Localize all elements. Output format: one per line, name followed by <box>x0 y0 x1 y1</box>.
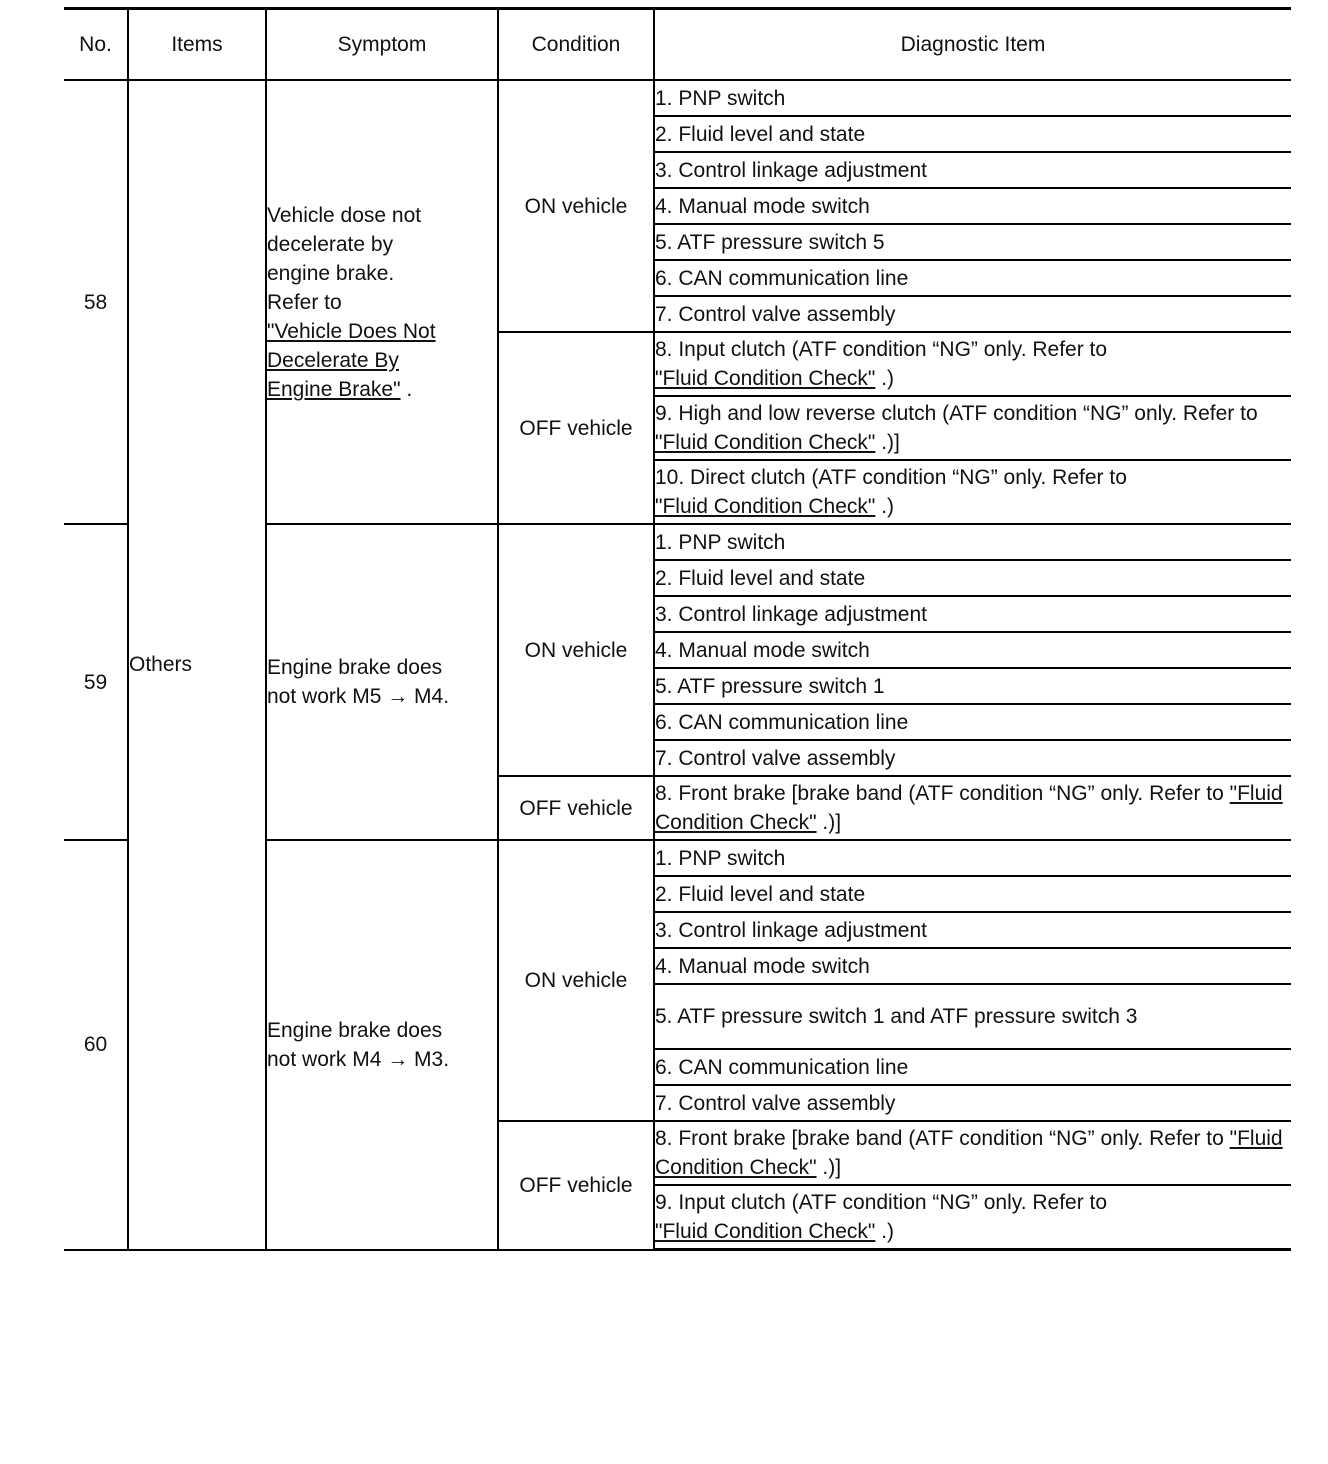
diagnostic-item: 7. Control valve assembly <box>654 1085 1291 1121</box>
header-symptom: Symptom <box>266 9 498 81</box>
diagnostic-item: 2. Fluid level and state <box>654 560 1291 596</box>
items-cell: Others <box>128 80 266 1250</box>
diagnostic-item: 4. Manual mode switch <box>654 188 1291 224</box>
diagnostic-item: 5. ATF pressure switch 1 and ATF pressure switch 3 <box>654 984 1291 1049</box>
symptom-cell <box>266 80 498 524</box>
fluid-condition-link[interactable]: "Fluid Condition Check" <box>655 431 876 454</box>
diagnostic-item: 1. PNP switch <box>654 840 1291 876</box>
symptom-cell <box>266 840 498 1250</box>
symptom-line: engine brake. <box>267 261 395 285</box>
diagnostic-item-text: 8. Front brake [brake band (ATF condition “NG” only. Refer to <box>655 1127 1230 1150</box>
fluid-condition-link[interactable]: "Fluid Condition Check" <box>655 1127 1283 1179</box>
diagnostic-item <box>654 1185 1291 1250</box>
header-condition: Condition <box>498 9 654 81</box>
fluid-condition-link[interactable]: "Fluid Condition Check" <box>655 495 876 518</box>
row-number: 60 <box>64 840 128 1250</box>
diagnostic-item <box>654 1121 1291 1185</box>
diagnostic-item: 7. Control valve assembly <box>654 296 1291 332</box>
diagnostic-item-suffix: .) <box>875 495 895 518</box>
diagnostic-item-suffix: .)] <box>816 1156 842 1179</box>
diagnostic-item: 2. Fluid level and state <box>654 116 1291 152</box>
row-number: 58 <box>64 80 128 524</box>
fluid-condition-link[interactable]: "Fluid Condition Check" <box>655 782 1283 834</box>
diagnostic-item: 5. ATF pressure switch 1 <box>654 668 1291 704</box>
symptom-link[interactable]: Engine Brake" <box>267 377 401 401</box>
symptom-line: decelerate by <box>267 232 394 256</box>
symptom-line: Refer to <box>267 290 342 314</box>
diagnostic-item-text: 8. Input clutch (ATF condition “NG” only. Refer to <box>655 338 1108 361</box>
diagnostic-item: 2. Fluid level and state <box>654 876 1291 912</box>
header-row <box>64 9 1291 81</box>
diagnostic-table <box>64 7 1291 1251</box>
diagnostic-item: 6. CAN communication line <box>654 704 1291 740</box>
diagnostic-item-text: 10. Direct clutch (ATF condition “NG” only. Refer to <box>655 466 1127 489</box>
diagnostic-item-text: 8. Front brake [brake band (ATF condition “NG” only. Refer to <box>655 782 1230 805</box>
fluid-condition-link[interactable]: "Fluid Condition Check" <box>655 367 876 390</box>
diagnostic-item: 4. Manual mode switch <box>654 632 1291 668</box>
diagnostic-item <box>654 396 1291 460</box>
diagnostic-item: 1. PNP switch <box>654 524 1291 560</box>
diagnostic-item-suffix: .) <box>875 367 895 390</box>
diagnostic-item <box>654 460 1291 524</box>
diagnostic-table-page <box>64 7 1291 1251</box>
header-items: Items <box>128 9 266 81</box>
condition-on-vehicle: ON vehicle <box>498 840 654 1121</box>
diagnostic-item: 4. Manual mode switch <box>654 948 1291 984</box>
diagnostic-item-suffix: .)] <box>875 431 900 454</box>
diagnostic-item-text: 9. Input clutch (ATF condition “NG” only. Refer to <box>655 1191 1108 1214</box>
fluid-condition-link[interactable]: "Fluid Condition Check" <box>655 1220 876 1243</box>
table-row <box>64 80 1291 116</box>
symptom-link[interactable]: Decelerate By <box>267 348 399 372</box>
symptom-suffix: . <box>400 377 413 401</box>
diagnostic-item: 7. Control valve assembly <box>654 740 1291 776</box>
condition-off-vehicle: OFF vehicle <box>498 776 654 840</box>
condition-off-vehicle: OFF vehicle <box>498 332 654 524</box>
diagnostic-item: 3. Control linkage adjustment <box>654 152 1291 188</box>
condition-on-vehicle: ON vehicle <box>498 80 654 332</box>
symptom-line: Engine brake does <box>267 656 443 679</box>
diagnostic-item: 1. PNP switch <box>654 80 1291 116</box>
diagnostic-item <box>654 332 1291 396</box>
condition-off-vehicle: OFF vehicle <box>498 1121 654 1250</box>
diagnostic-item: 3. Control linkage adjustment <box>654 596 1291 632</box>
diagnostic-item: 6. CAN communication line <box>654 1049 1291 1085</box>
symptom-cell <box>266 524 498 840</box>
symptom-line: not work M5 → M4. <box>267 685 450 708</box>
header-diagnostic-item: Diagnostic Item <box>654 9 1291 81</box>
diagnostic-item <box>654 776 1291 840</box>
symptom-line: Engine brake does <box>267 1018 443 1042</box>
condition-on-vehicle: ON vehicle <box>498 524 654 776</box>
header-no: No. <box>64 9 128 81</box>
diagnostic-item: 5. ATF pressure switch 5 <box>654 224 1291 260</box>
diagnostic-item: 3. Control linkage adjustment <box>654 912 1291 948</box>
row-number: 59 <box>64 524 128 840</box>
symptom-line: Vehicle dose not <box>267 203 422 227</box>
diagnostic-item-suffix: .)] <box>816 811 842 834</box>
diagnostic-item-text: 9. High and low reverse clutch (ATF condition “NG” only. Refer to <box>655 402 1258 425</box>
symptom-line: not work M4 → M3. <box>267 1047 450 1071</box>
diagnostic-item: 6. CAN communication line <box>654 260 1291 296</box>
diagnostic-item-suffix: .) <box>875 1220 895 1243</box>
symptom-link[interactable]: "Vehicle Does Not <box>267 319 436 343</box>
